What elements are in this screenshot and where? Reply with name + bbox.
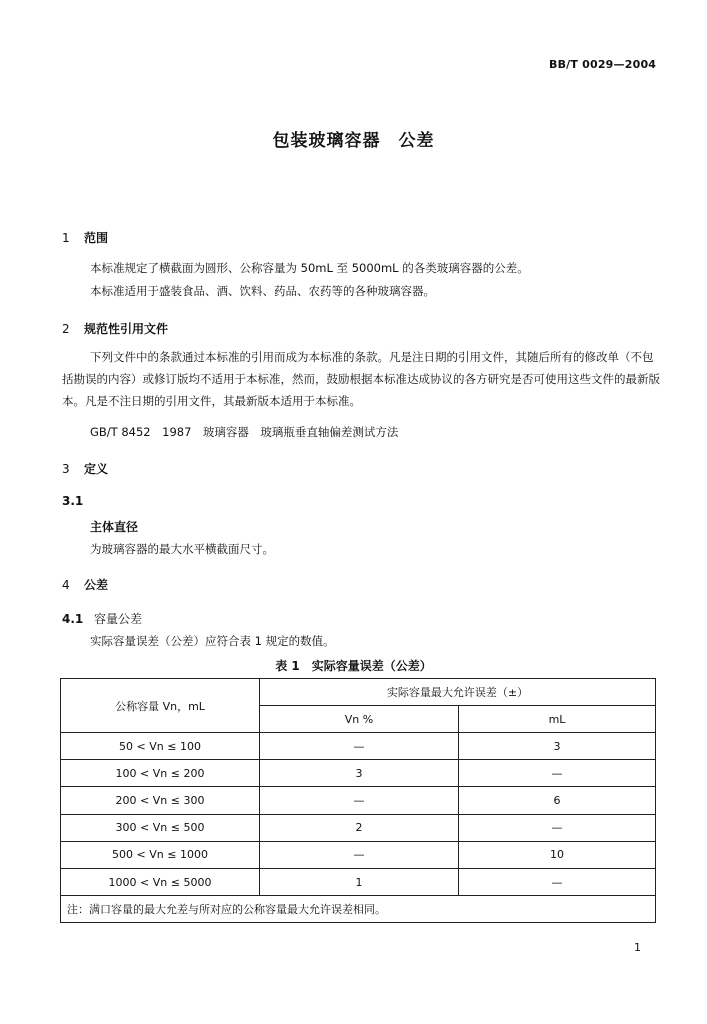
cell-range: 500 < Vn ≤ 1000 <box>61 841 260 868</box>
section-1-para-1: 本标准规定了横截面为圆形、公称容量为 50mL 至 5000mL 的各类玻璃容器的公差。 <box>90 261 529 275</box>
table-note: 注：满口容量的最大允差与所对应的公称容量最大允许误差相同。 <box>61 896 656 923</box>
table-row <box>61 733 656 760</box>
section-4-para-1: 实际容量误差（公差）应符合表 1 规定的数值。 <box>90 634 335 648</box>
term-main-diameter: 主体直径 <box>90 520 139 534</box>
section-4-heading <box>62 576 108 593</box>
header-max-error: 实际容量最大允许误差（±） <box>260 679 656 706</box>
section-3-heading <box>62 460 108 477</box>
section-2-reference: GB/T 8452 1987 玻璃容器 玻璃瓶垂直轴偏差测试方法 <box>90 425 399 439</box>
section-2-heading <box>62 320 168 337</box>
cell-range: 1000 < Vn ≤ 5000 <box>61 868 260 895</box>
table-row <box>61 787 656 814</box>
document-title: 包装玻璃容器 公差 <box>272 131 435 151</box>
cell-percent: 1 <box>260 868 459 895</box>
subsection-4-1 <box>62 610 142 627</box>
subsection-4-1-number: 4.1 <box>62 612 84 626</box>
cell-range: 100 < Vn ≤ 200 <box>61 760 260 787</box>
header-percent: Vn % <box>260 706 459 733</box>
page-number: 1 <box>634 941 641 954</box>
cell-percent: — <box>260 733 459 760</box>
cell-range: 200 < Vn ≤ 300 <box>61 787 260 814</box>
subsection-3-1-number: 3.1 <box>62 494 84 508</box>
cell-ml: — <box>459 760 656 787</box>
cell-percent: — <box>260 841 459 868</box>
cell-ml: 10 <box>459 841 656 868</box>
section-2-para-1: 下列文件中的条款通过本标准的引用而成为本标准的条款。凡是注日期的引用文件，其随后所有的修改单（不包括勘误的内容）或修订版均不适用于本标准，然而，鼓励根据本标准达成协议的各方研究是否可使用这些文件的最新版本。凡是不注日期的引用文件，其最新版本适用于本标准。 <box>62 350 660 408</box>
subsection-4-1-title: 容量公差 <box>94 612 143 626</box>
section-1-heading <box>62 229 108 246</box>
section-1-para-2: 本标准适用于盛装食品、酒、饮料、药品、农药等的各种玻璃容器。 <box>90 284 435 298</box>
cell-ml: — <box>459 814 656 841</box>
cell-range: 300 < Vn ≤ 500 <box>61 814 260 841</box>
section-4-number: 4 <box>62 578 70 592</box>
table-row <box>61 868 656 895</box>
table-row <box>61 760 656 787</box>
term-definition: 为玻璃容器的最大水平横截面尺寸。 <box>90 542 274 556</box>
cell-percent: 2 <box>260 814 459 841</box>
section-1-title: 范围 <box>84 231 109 245</box>
cell-percent: 3 <box>260 760 459 787</box>
section-3-title: 定义 <box>84 462 109 476</box>
table-row <box>61 814 656 841</box>
section-4-title: 公差 <box>84 578 109 592</box>
header-nominal-capacity: 公称容量 Vn，mL <box>61 679 260 733</box>
cell-ml: 3 <box>459 733 656 760</box>
tolerance-table <box>60 678 656 923</box>
header-ml: mL <box>459 706 656 733</box>
cell-ml: 6 <box>459 787 656 814</box>
section-2-title: 规范性引用文件 <box>84 322 169 336</box>
cell-range: 50 < Vn ≤ 100 <box>61 733 260 760</box>
section-2-number: 2 <box>62 322 70 336</box>
section-1-number: 1 <box>62 231 70 245</box>
standard-code: BB/T 0029—2004 <box>549 58 657 71</box>
cell-ml: — <box>459 868 656 895</box>
table-caption: 表 1 实际容量误差（公差） <box>275 659 432 673</box>
cell-percent: — <box>260 787 459 814</box>
table-row <box>61 841 656 868</box>
section-3-number: 3 <box>62 462 70 476</box>
